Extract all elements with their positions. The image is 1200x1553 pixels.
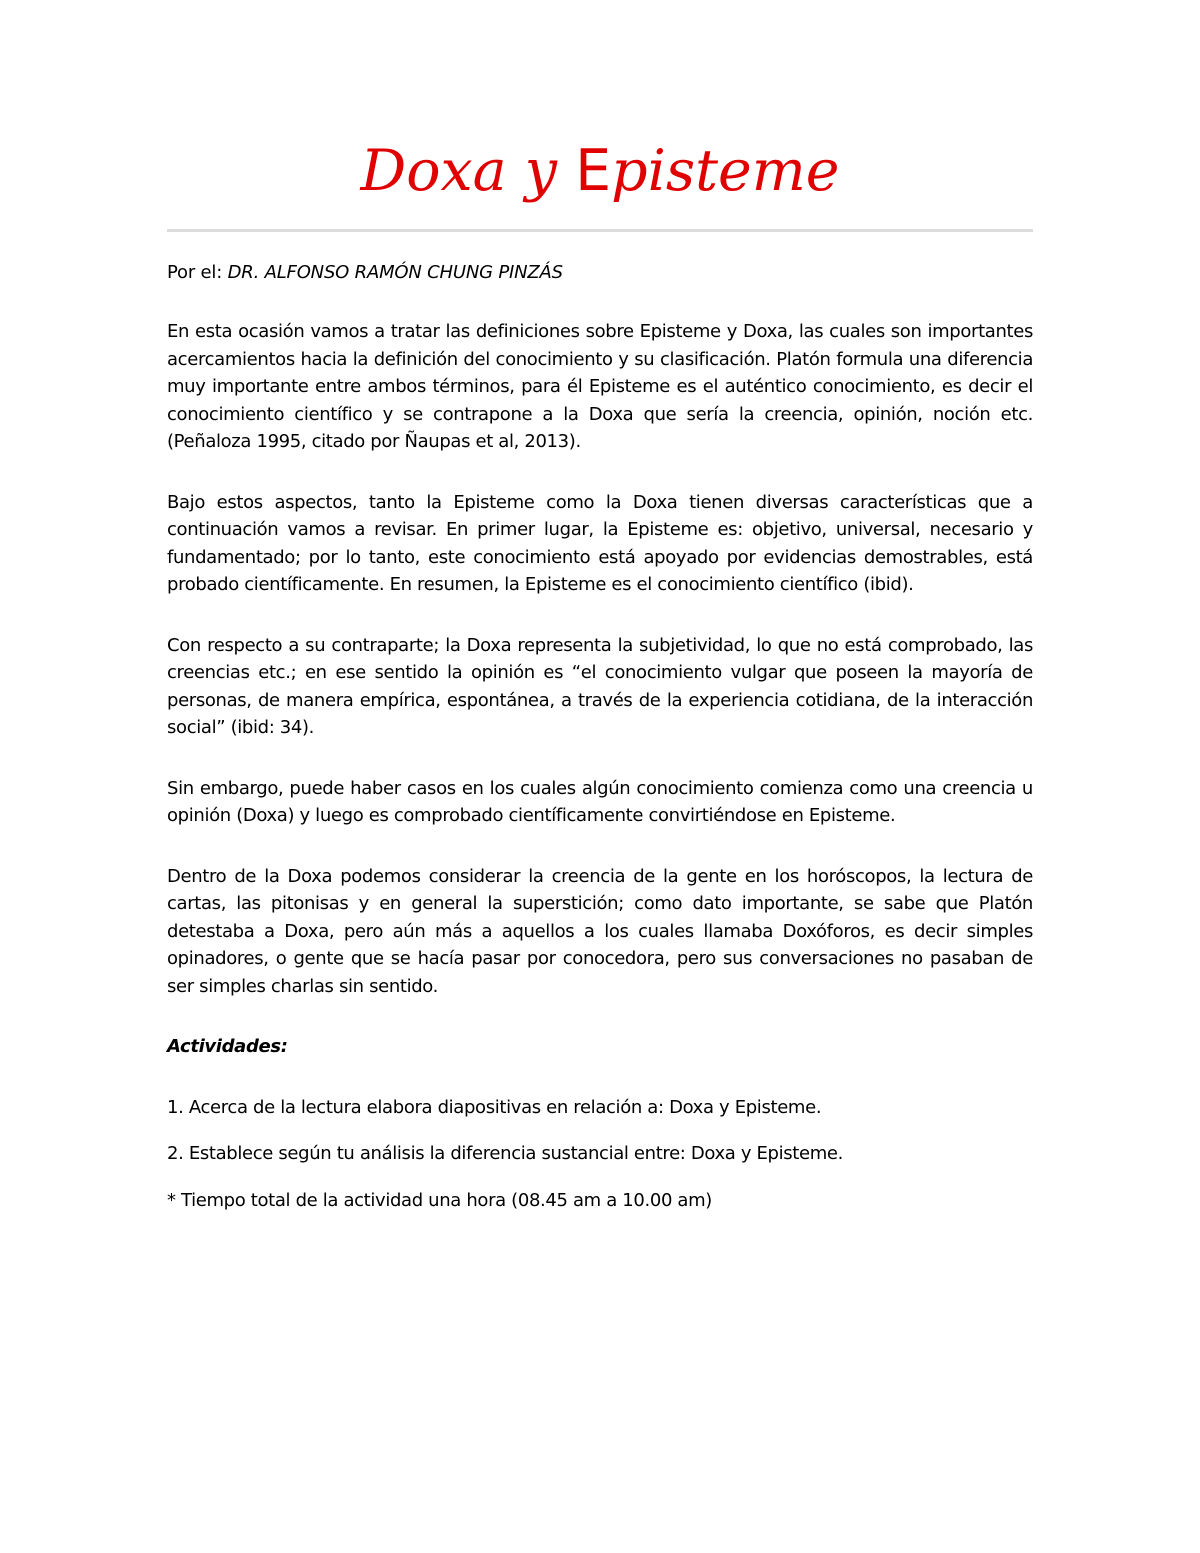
author-prefix: Por el: xyxy=(167,262,228,283)
author-line xyxy=(167,259,1033,287)
activity-item: 1. Acerca de la lectura elabora diapositivas en relación a: Doxa y Episteme. xyxy=(167,1096,822,1118)
activities-heading: Actividades: xyxy=(167,1036,288,1057)
activity-note: * Tiempo total de la actividad una hora (08.45 am a 10.00 am) xyxy=(167,1189,712,1211)
paragraph: Dentro de la Doxa podemos considerar la creencia de la gente en los horóscopos, la lectura de cartas, las pitonisas y en general la superstición; como dato importante, se sabe que Platón detestaba a Doxa, pero aún más a aquellos a los cuales llamaba Doxóforos, es decir simples opinadores, o gente que se hacía pasar por conocedora, pero sus conversaciones no pasaban de ser simples charlas sin sentido. xyxy=(167,865,1033,997)
author-name: DR. ALFONSO RAMÓN CHUNG PINZÁS xyxy=(227,262,563,283)
paragraph: Con respecto a su contraparte; la Doxa representa la subjetividad, lo que no está comprobado, las creencias etc.; en ese sentido la opinión es “el conocimiento vulgar que poseen la mayoría de personas, de manera empírica, espontánea, a través de la experiencia cotidiana, de la interacción social” (ibid: 34). xyxy=(167,634,1033,738)
title-part-pisteme: pisteme xyxy=(611,138,840,204)
title-initial-e: E xyxy=(575,138,612,204)
document-body xyxy=(167,318,1033,1233)
paragraph: Sin embargo, puede haber casos en los cuales algún conocimiento comienza como una creencia u opinión (Doxa) y luego es comprobado científicamente convirtiéndose en Episteme. xyxy=(167,777,1033,826)
paragraph: Bajo estos aspectos, tanto la Episteme como la Doxa tienen diversas características que a continuación vamos a revisar. En primer lugar, la Episteme es: objetivo, universal, necesario y fundamentado; por lo tanto, este conocimiento está apoyado por evidencias demostrables, está probado científicamente. En resumen, la Episteme es el conocimiento científico (ibid). xyxy=(167,491,1033,595)
title-divider xyxy=(167,229,1033,232)
paragraph: En esta ocasión vamos a tratar las definiciones sobre Episteme y Doxa, las cuales son importantes acercamientos hacia la definición del conocimiento y su clasificación. Platón formula una diferencia muy importante entre ambos términos, para él Episteme es el auténtico conocimiento, es decir el conocimiento científico y se contrapone a la Doxa que sería la creencia, opinión, noción etc. (Peñaloza 1995, citado por Ñaupas et al, 2013). xyxy=(167,321,1033,452)
activity-item: 2. Establece según tu análisis la diferencia sustancial entre: Doxa y Episteme. xyxy=(167,1143,844,1164)
document-title xyxy=(167,136,1033,206)
title-part-doxa: Doxa y xyxy=(360,138,576,204)
